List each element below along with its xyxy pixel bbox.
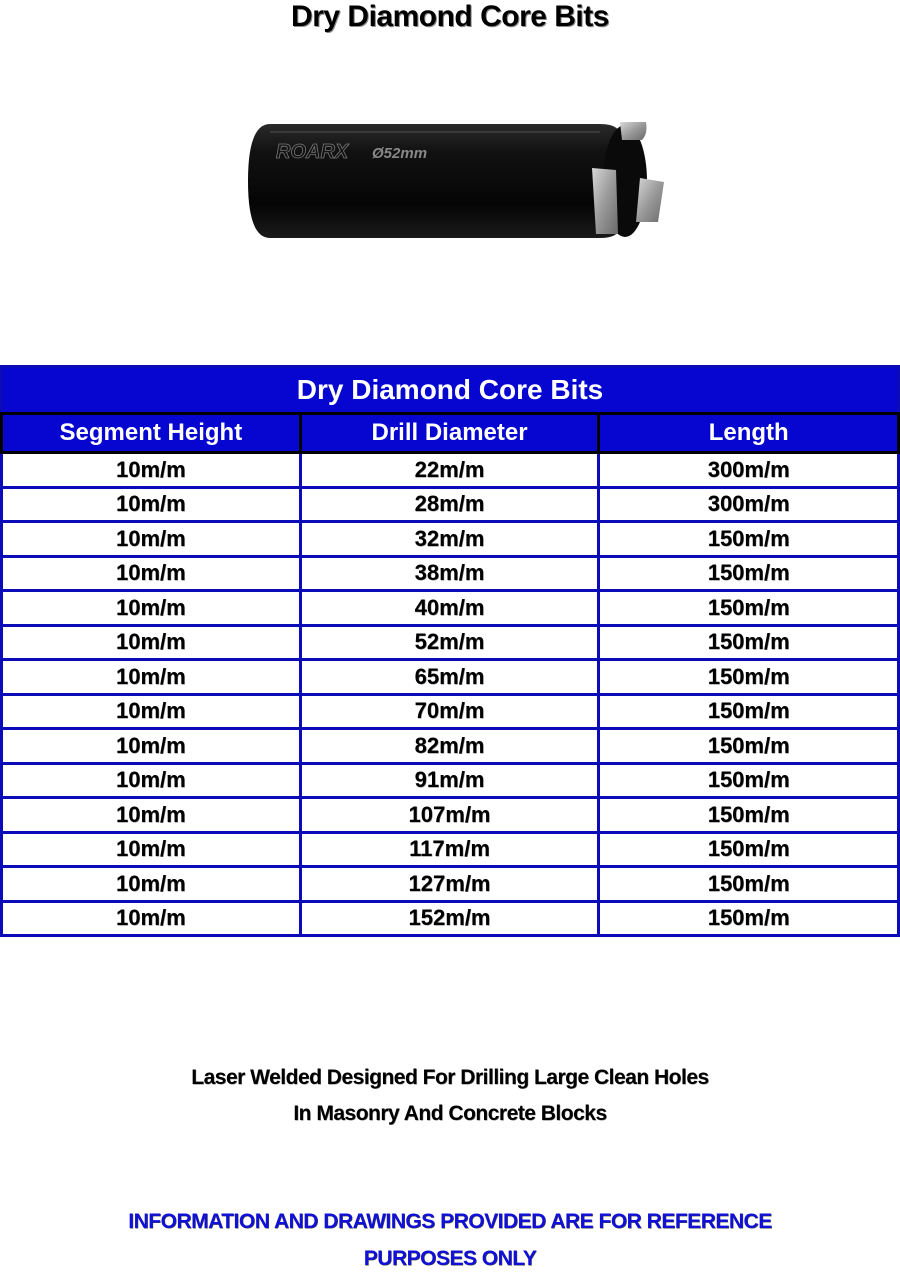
table-cell: 10m/m	[2, 625, 301, 660]
table-cell: 32m/m	[300, 522, 599, 557]
table-cell: 150m/m	[599, 694, 899, 729]
table-cell: 10m/m	[2, 453, 301, 488]
table-row	[2, 625, 899, 660]
table-cell: 152m/m	[300, 901, 599, 936]
table-cell: 150m/m	[599, 660, 899, 695]
table-cell: 82m/m	[300, 729, 599, 764]
table-cell: 10m/m	[2, 522, 301, 557]
table-cell: 150m/m	[599, 901, 899, 936]
table-cell: 150m/m	[599, 763, 899, 798]
table-row	[2, 591, 899, 626]
table-cell: 150m/m	[599, 625, 899, 660]
table-cell: 10m/m	[2, 660, 301, 695]
table-cell: 10m/m	[2, 729, 301, 764]
column-header: Segment Height	[2, 414, 301, 453]
disclaimer-line-1: INFORMATION AND DRAWINGS PROVIDED ARE FOR REFERENCE	[128, 1210, 772, 1233]
table-cell: 150m/m	[599, 729, 899, 764]
table-cell: 91m/m	[300, 763, 599, 798]
description-line-2: In Masonry And Concrete Blocks	[293, 1102, 607, 1125]
product-description	[0, 1060, 900, 1132]
table-cell: 10m/m	[2, 901, 301, 936]
table-cell: 70m/m	[300, 694, 599, 729]
table-row	[2, 798, 899, 833]
table-row	[2, 763, 899, 798]
table-row	[2, 694, 899, 729]
table-cell: 38m/m	[300, 556, 599, 591]
table-cell: 10m/m	[2, 591, 301, 626]
table-row	[2, 487, 899, 522]
core-bit-spec-table	[0, 365, 900, 937]
table-cell: 10m/m	[2, 556, 301, 591]
table-cell: 300m/m	[599, 487, 899, 522]
table-cell: 10m/m	[2, 798, 301, 833]
table-title: Dry Diamond Core Bits	[2, 367, 899, 414]
table-cell: 65m/m	[300, 660, 599, 695]
table-cell: 150m/m	[599, 867, 899, 902]
table-row	[2, 901, 899, 936]
table-cell: 10m/m	[2, 487, 301, 522]
table-cell: 22m/m	[300, 453, 599, 488]
table-cell: 300m/m	[599, 453, 899, 488]
disclaimer-line-2: PURPOSES ONLY	[363, 1247, 537, 1270]
table-row	[2, 660, 899, 695]
table-row	[2, 453, 899, 488]
product-size-label: Ø52mm	[372, 145, 428, 162]
table-cell: 117m/m	[300, 832, 599, 867]
column-header: Length	[599, 414, 899, 453]
table-cell: 150m/m	[599, 591, 899, 626]
table-cell: 40m/m	[300, 591, 599, 626]
description-line-1: Laser Welded Designed For Drilling Large Clean Holes	[191, 1066, 709, 1089]
table-row	[2, 867, 899, 902]
table-cell: 150m/m	[599, 798, 899, 833]
table-cell: 10m/m	[2, 763, 301, 798]
table-cell: 150m/m	[599, 522, 899, 557]
table-cell: 107m/m	[300, 798, 599, 833]
table-row	[2, 729, 899, 764]
table-row	[2, 556, 899, 591]
page-title: Dry Diamond Core Bits	[291, 0, 609, 33]
table-cell: 10m/m	[2, 832, 301, 867]
table-cell: 10m/m	[2, 867, 301, 902]
table-cell: 150m/m	[599, 556, 899, 591]
table-cell: 52m/m	[300, 625, 599, 660]
product-brand-label: ROARX	[276, 141, 349, 163]
table-row	[2, 832, 899, 867]
table-row	[2, 522, 899, 557]
table-cell: 127m/m	[300, 867, 599, 902]
diamond-core-bit-image	[240, 110, 680, 250]
reference-disclaimer	[0, 1203, 900, 1277]
table-cell: 150m/m	[599, 832, 899, 867]
column-header: Drill Diameter	[300, 414, 599, 453]
table-cell: 10m/m	[2, 694, 301, 729]
table-cell: 28m/m	[300, 487, 599, 522]
